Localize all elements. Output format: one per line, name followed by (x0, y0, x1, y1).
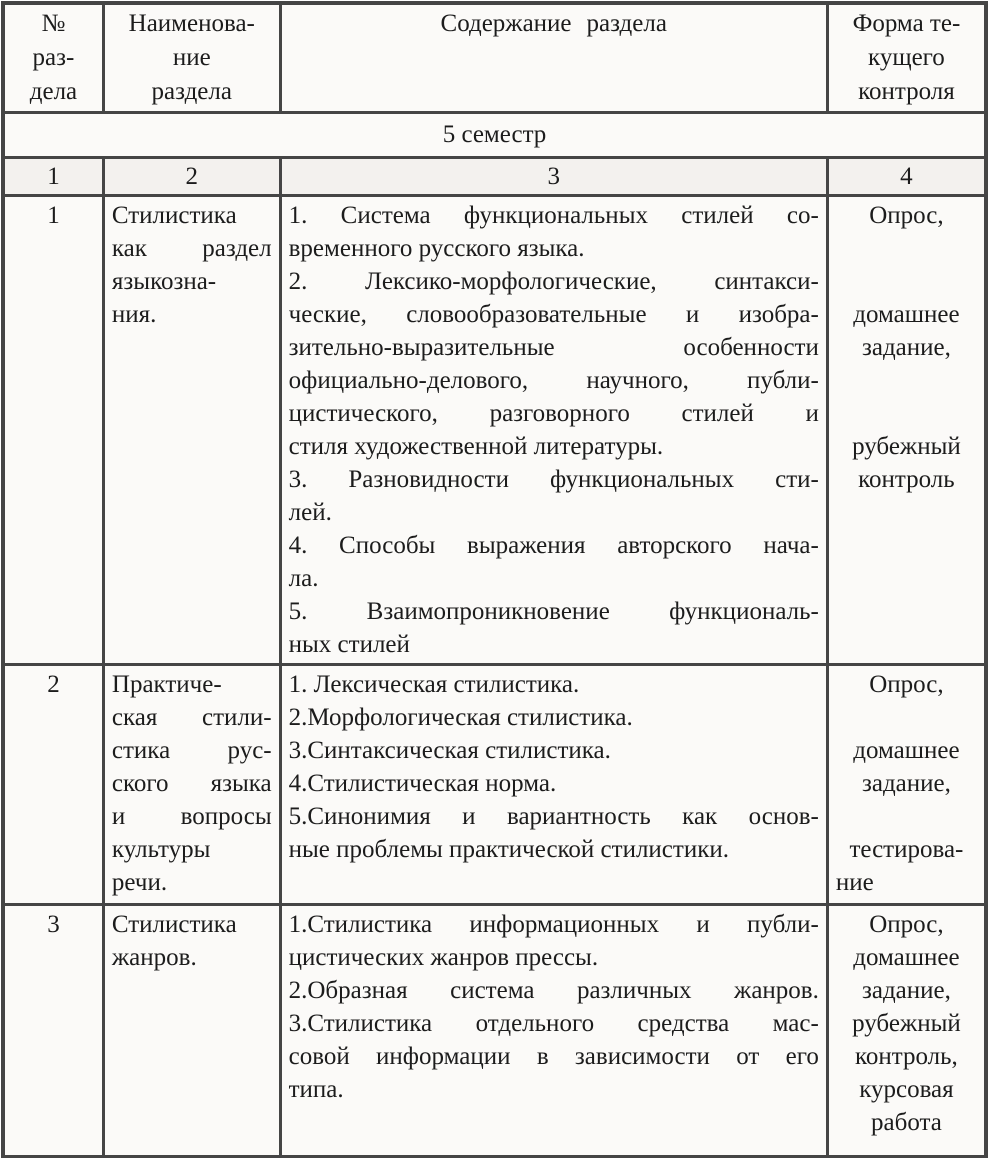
header-line: ние (172, 44, 211, 71)
header-line: Наименова- (128, 10, 255, 37)
text-line: контроль, (855, 1043, 958, 1070)
header-line: кущего (868, 44, 945, 71)
text-line: Опрос, (869, 911, 944, 938)
table-row (3, 196, 986, 665)
text-line: жанров. (111, 944, 197, 971)
table-body (3, 113, 986, 1157)
column-number: 1 (3, 158, 103, 196)
text-line: 2.Морфологическая стилистика. (288, 704, 633, 731)
header-line: Содержание раздела (440, 10, 667, 37)
header-line: дела (29, 78, 78, 105)
text-line: официально-делового, научного, публи- (288, 367, 819, 394)
text-line: 1. Лексическая стилистика. (288, 671, 580, 698)
text-line: Практиче- (111, 671, 222, 698)
text-line: цистического, разговорного стилей и (288, 400, 819, 427)
text-line: языкозна- (111, 268, 217, 295)
text-line: Опрос, (869, 671, 944, 698)
text-line: ского языка (111, 770, 272, 797)
text-line: стиля художественной литературы. (288, 433, 664, 460)
course-sections-table (1, 1, 988, 1158)
text-line (836, 701, 977, 734)
text-line: 3. Разновидности функциональных сти- (288, 466, 819, 493)
section-number-cell: 3 (3, 905, 103, 1157)
header-row (3, 3, 986, 113)
text-line: зительно-выразительные особенности (288, 334, 819, 361)
text-line: 4. Способы выражения авторского нача- (288, 532, 819, 559)
text-line: 1. Система функциональных стилей со- (288, 202, 819, 229)
text-line: домашнее (853, 301, 960, 328)
text-line: задание, (861, 977, 951, 1004)
text-line: 2. Лексико-морфологические, синтакси- (288, 268, 819, 295)
table-row (3, 665, 986, 905)
section-content-cell (280, 905, 827, 1157)
header-control-form (827, 3, 986, 113)
header-line: раз- (32, 44, 75, 71)
text-line: временного русского языка. (288, 235, 585, 262)
text-line (836, 800, 977, 833)
column-number: 4 (827, 158, 986, 196)
text-line: типа. (288, 1076, 344, 1103)
text-line: цистических жанров прессы. (288, 944, 599, 971)
text-line: речи. (111, 869, 168, 896)
text-line: 3.Стилистика отдельного средства мас- (288, 1010, 819, 1037)
text-line: как раздел (111, 235, 272, 262)
text-line: культуры (111, 836, 211, 863)
text-line: ла. (288, 565, 319, 592)
text-line: 5. Взаимопроникновение функциональ- (288, 598, 819, 625)
semester-row (3, 113, 986, 158)
table-row (3, 905, 986, 1157)
text-line: и вопросы (111, 803, 272, 830)
text-line: Стилистика (111, 202, 237, 229)
text-line: Опрос, (869, 202, 944, 229)
text-line: лей. (288, 499, 332, 526)
text-line: задание, (861, 770, 951, 797)
text-line: ных стилей (288, 631, 410, 658)
column-number: 2 (103, 158, 280, 196)
header-section-content (280, 3, 827, 113)
text-line: задание, (861, 334, 951, 361)
text-line: ние (835, 869, 874, 896)
section-content-cell (280, 196, 827, 665)
text-line (836, 397, 977, 430)
text-line: 5.Синонимия и вариантность как основ- (288, 803, 819, 830)
text-line: тестирова- (849, 836, 964, 863)
header-line: № (41, 10, 66, 37)
header-section-number (3, 3, 103, 113)
column-numbers-row (3, 158, 986, 196)
semester-label: 5 семестр (3, 113, 986, 158)
text-line: 4.Стилистическая норма. (288, 770, 557, 797)
text-line: стика рус- (111, 737, 272, 764)
text-line: совой информации в зависимости от его (288, 1043, 819, 1070)
text-line: ные проблемы практической стилистики. (288, 836, 729, 863)
text-line: ческие, словообразовательные и изобра- (288, 301, 819, 328)
text-line: 2.Образная система различных жанров. (288, 977, 819, 1004)
control-form-cell (827, 196, 986, 665)
text-line: 1.Стилистика информационных и публи- (288, 911, 819, 938)
text-line: 3.Синтаксическая стилистика. (288, 737, 611, 764)
header-line: контроля (858, 78, 955, 105)
header-line: раздела (151, 78, 232, 105)
text-line (836, 364, 977, 397)
section-name-cell (103, 196, 280, 665)
text-line (836, 232, 977, 265)
column-number: 3 (280, 158, 827, 196)
text-line: ская стили- (111, 704, 272, 731)
text-line: домашнее (853, 737, 960, 764)
header-section-name (103, 3, 280, 113)
section-number-cell: 1 (3, 196, 103, 665)
text-line: работа (871, 1109, 942, 1136)
text-line: ния. (111, 301, 157, 328)
text-line: курсовая (859, 1076, 954, 1103)
section-number-cell: 2 (3, 665, 103, 905)
text-line: рубежный (852, 433, 961, 460)
section-name-cell (103, 665, 280, 905)
control-form-cell (827, 905, 986, 1157)
text-line (836, 265, 977, 298)
text-line: рубежный (852, 1010, 961, 1037)
text-line: контроль (858, 466, 955, 493)
text-line: домашнее (853, 944, 960, 971)
text-line: Стилистика (111, 911, 237, 938)
control-form-cell (827, 665, 986, 905)
section-content-cell (280, 665, 827, 905)
header-line: Форма те- (852, 10, 961, 37)
section-name-cell (103, 905, 280, 1157)
